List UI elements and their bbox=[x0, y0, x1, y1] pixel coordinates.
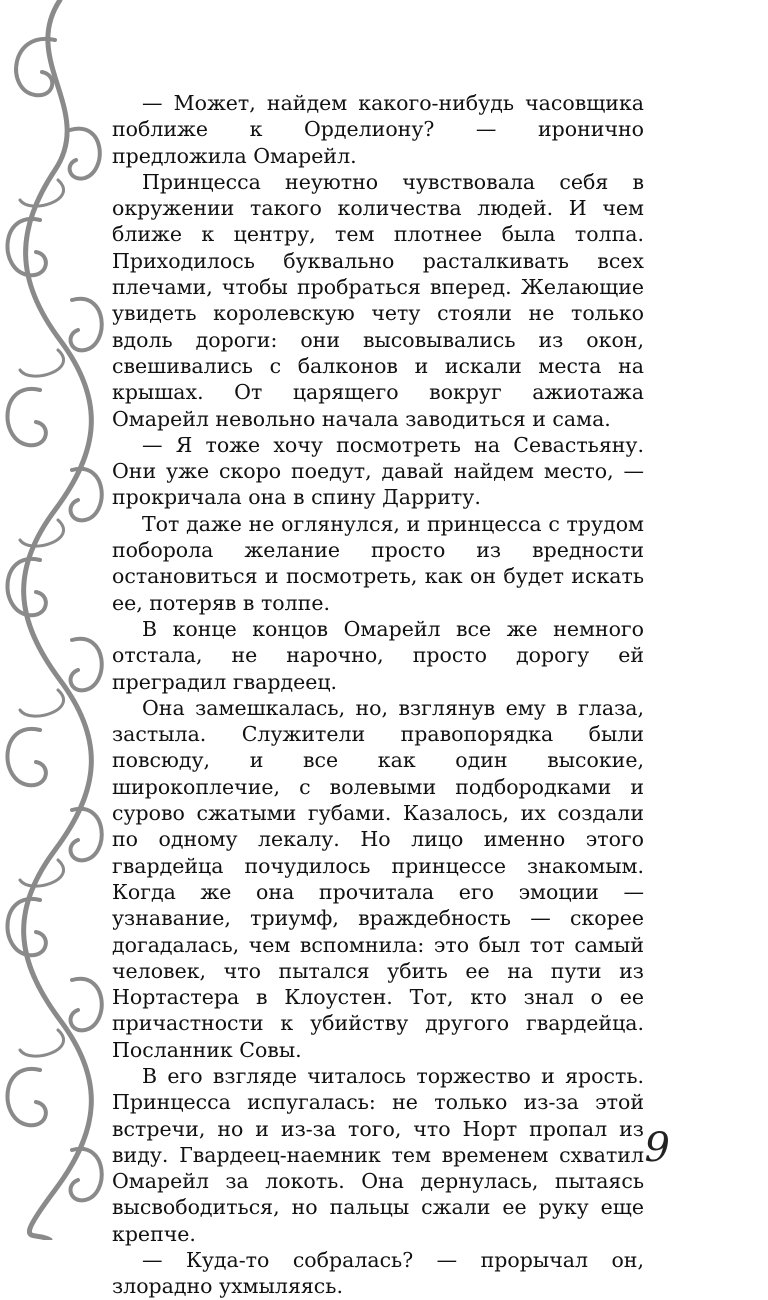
paragraph: — Куда-то собралась? — прорычал он, злорадно ухмыляясь. bbox=[112, 1248, 644, 1299]
body-text bbox=[112, 90, 644, 1300]
swirl-flourish-border-icon bbox=[0, 0, 110, 1240]
page-number: 9 bbox=[644, 1125, 670, 1171]
paragraph: В его взгляде читалось торжество и ярость. Принцесса испугалась: не только из-за этой встречи, но и из-за того, что Норт пропал из виду. Гвардеец-наемник тем временем схватил Омарейл за локоть. Она дернулась, пытаясь высвободиться, но пальцы сжали ее руку еще крепче. bbox=[112, 1063, 644, 1246]
paragraph: Она замешкалась, но, взглянув ему в глаза, застыла. Служители правопорядка были повсюду, и все как один высокие, широкоплечие, с волевыми подбородками и сурово сжатыми губами. Казалось, их создали по одному лекалу. Но лицо именно этого гвардейца почудилось принцессе знакомым. Когда же она прочитала его эмоции — узнавание, триумф, враждебность — скорее догадалась, чем вспомнила: это был тот самый человек, что пытался убить ее на пути из Нортастера в Клоустен. Тот, кто знал о ее причастности к убийству другого гвардейца. Посланник Совы. bbox=[112, 695, 644, 1062]
paragraph: Тот даже не оглянулся, и принцесса с трудом поборола желание просто из вредности остановиться и посмотреть, как он будет искать ее, потеряв в толпе. bbox=[112, 511, 644, 615]
paragraph: — Я тоже хочу посмотреть на Севастьяну. Они уже скоро поедут, давай найдем место, — прокричала она в спину Дарриту. bbox=[112, 432, 644, 510]
paragraph: В конце концов Омарейл все же немного отстала, не нарочно, просто дорогу ей преградил гвардеец. bbox=[112, 616, 644, 694]
paragraph: — Может, найдем какого-нибудь часовщика поближе к Орделиону? — иронично предложила Омарейл. bbox=[112, 91, 644, 168]
paragraph: Принцесса неуютно чувствовала себя в окружении такого количества людей. И чем ближе к центру, тем плотнее была толпа. Приходилось буквально расталкивать всех плечами, чтобы пробраться вперед. Желающие увидеть королевскую чету стояли не только вдоль дороги: они высовывались из окон, свешивались с балконов и искали места на крышах. От царящего вокруг ажиотажа Омарейл невольно начала заводиться и сама. bbox=[112, 169, 644, 431]
